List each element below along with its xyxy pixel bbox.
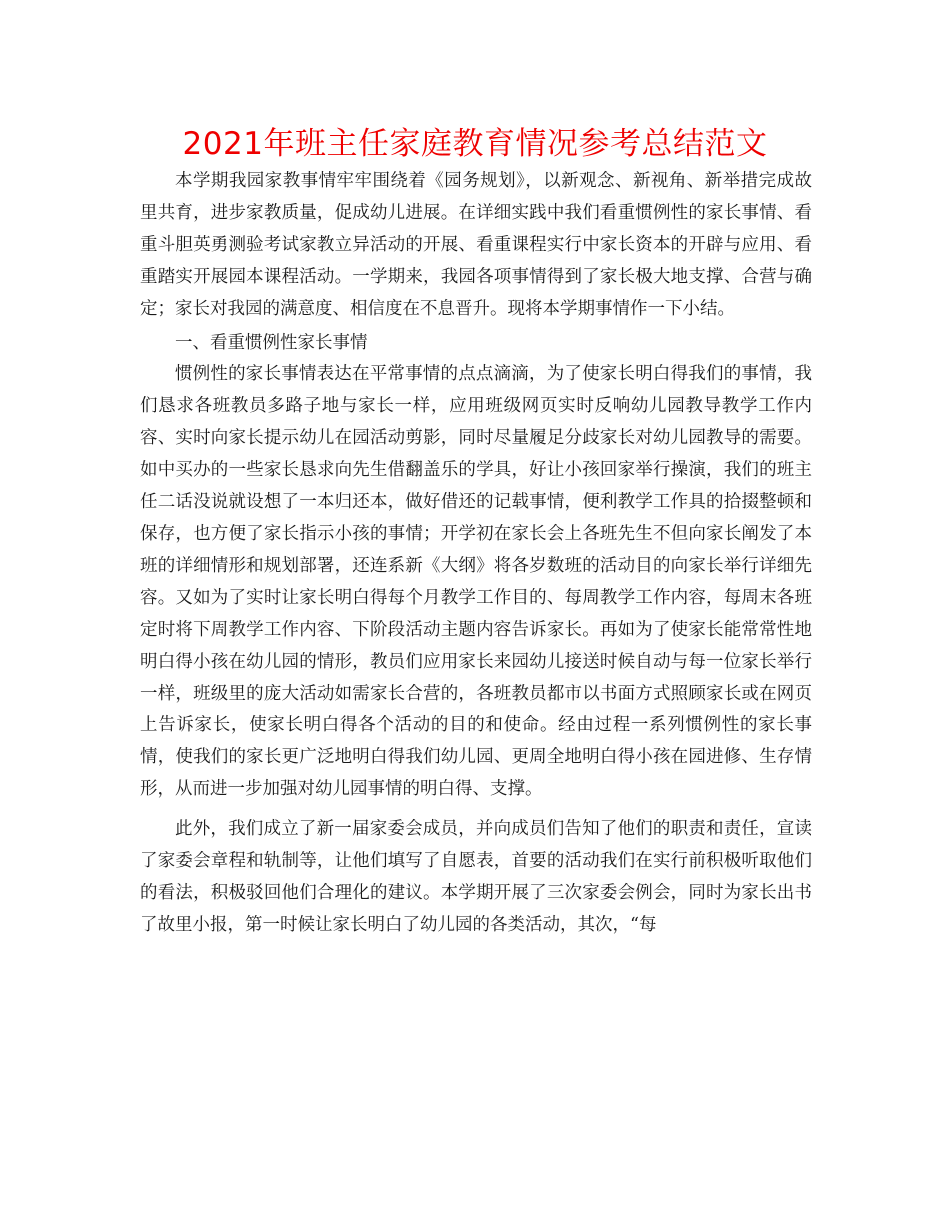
document-body: [140, 166, 812, 942]
section-1-paragraph: 惯例性的家长事情表达在平常事情的点点滴滴，为了使家长明白得我们的事情，我们恳求各班教员多路子地与家长一样，应用班级网页实时反响幼儿园教导教学工作内容、实时向家长提示幼儿在园活动剪影，同时尽量履足分歧家长对幼儿园教导的需要。如中买办的一些家长恳求向先生借翻盖乐的学具，好让小孩回家举行操演，我们的班主任二话没说就设想了一本归还本，做好借还的记载事情，便利教学工作具的拾掇整顿和保存，也方便了家长指示小孩的事情；开学初在家长会上各班先生不但向家长阐发了本班的详细情形和规划部署，还连系新《大纲》将各岁数班的活动目的向家长举行详细先容。又如为了实时让家长明白得每个月教学工作目的、每周教学工作内容，每周末各班定时将下周教学工作内容、下阶段活动主题内容告诉家长。再如为了使家长能常常性地明白得小孩在幼儿园的情形，教员们应用家长来园幼儿接送时候自动与每一位家长举行一样，班级里的庞大活动如需家长合营的，各班教员都市以书面方式照顾家长或在网页上告诉家长，使家长明白得各个活动的目的和使命。经由过程一系列惯例性的家长事情，使我们的家长更广泛地明白得我们幼儿园、更周全地明白得小孩在园进修、生存情形，从而进一步加强对幼儿园事情的明白得、支撑。: [140, 364, 812, 800]
section-heading-1: 一、看重惯例性家长事情: [175, 332, 368, 353]
section-1-paragraph-2: 此外，我们成立了新一届家委会成员，并向成员们告知了他们的职责和责任，宣读了家委会章程和轨制等，让他们填写了自愿表，首要的活动我们在实行前积极听取他们的看法，积极驳回他们合理化的建议。本学期开展了三次家委会例会，同时为家长出书了故里小报，第一时候让家长明白了幼儿园的各类活动，其次，“每: [140, 819, 812, 935]
intro-paragraph: 本学期我园家教事情牢牢围绕着《园务规划》，以新观念、新视角、新举措完成故里共育，进步家教质量，促成幼儿进展。在详细实践中我们看重惯例性的家长事情、看重斗胆英勇测验考试家教立异活动的开展、看重课程实行中家长资本的开辟与应用、看重踏实开展园本课程活动。一学期来，我园各项事情得到了家长极大地支撑、合营与确定；家长对我园的满意度、相信度在不息晋升。现将本学期事情作一下小结。: [140, 171, 812, 319]
document-title: 2021年班主任家庭教育情况参考总结范文: [182, 126, 768, 162]
